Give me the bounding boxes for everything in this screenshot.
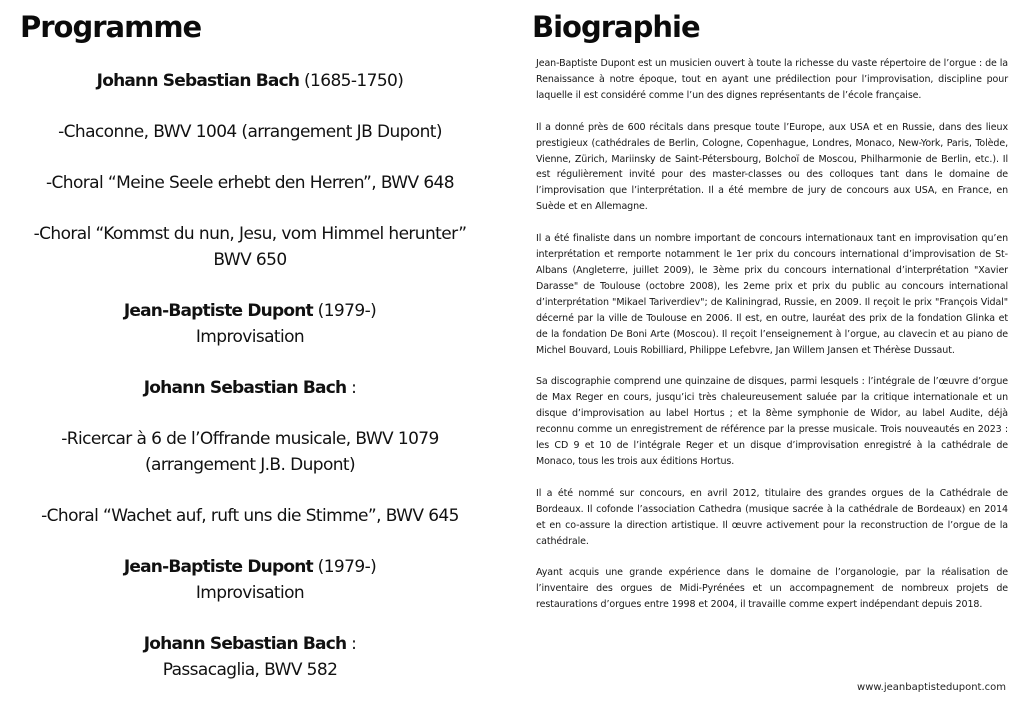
- composer-dates: (1979-): [312, 301, 377, 321]
- work-note: (arrangement J.B. Dupont): [144, 455, 356, 475]
- program-work: [0, 170, 500, 196]
- work-title: -Ricercar à 6 de l’Offrande musicale, BWV 1079: [61, 429, 439, 449]
- website-link[interactable]: www.jeanbaptistedupont.com: [857, 682, 1006, 693]
- work-catalog: BWV 650: [213, 250, 287, 270]
- program-composer: [0, 68, 500, 94]
- program-work: [0, 580, 500, 606]
- biography-paragraph: Il a donné près de 600 récitals dans presque toute l’Europe, aux USA et en Russie, dans des lieux prestigieux (cathédrales de Berlin, Cologne, Copenhague, Londres, Monaco, New-York, Paris, Tolède, Vienne, Zürich, Mariinsky de Saint-Pétersbourg, Bolchoï de Moscou, Philharmonie de Berlin, etc.). Il est régulièrement invité pour des master-classes ou des colloques tant dans le domaine de l’improvisation que l’interprétation. Il a été membre de jury de concours aux USA, en France, en Suède et en Allemagne.: [536, 121, 1008, 213]
- program-work: [0, 324, 500, 350]
- program-work: [0, 221, 500, 247]
- work-title: -Choral “Kommst du nun, Jesu, vom Himmel herunter”: [33, 224, 467, 244]
- work-title: -Chaconne, BWV 1004 (arrangement JB Dupont): [58, 122, 442, 142]
- composer-suffix: :: [346, 378, 357, 398]
- program-work: [0, 426, 500, 452]
- program-work: [0, 119, 500, 145]
- composer-dates: (1685-1750): [299, 71, 404, 91]
- composer-dates: (1979-): [312, 557, 377, 577]
- program-composer: [0, 375, 500, 401]
- work-title: Improvisation: [195, 327, 305, 347]
- work-title: Passacaglia, BWV 582: [162, 660, 338, 680]
- program-list: [0, 68, 500, 683]
- biography-paragraph: Il a été nommé sur concours, en avril 2012, titulaire des grandes orgues de la Cathédrale de Bordeaux. Il cofonde l’association Cathedra (musique sacrée à la cathédrale de Bordeaux) en 2014 et en co-assure la direction artistique. Il œuvre activement pour la reconstruction de l’orgue de la cathédrale.: [536, 487, 1008, 547]
- biography-paragraph: Jean-Baptiste Dupont est un musicien ouvert à toute la richesse du vaste répertoire de l’orgue : de la Renaissance à notre époque, tout en ayant une prédilection pour l’improvisation, discipline pour laquelle il est considéré comme l’un des dignes représentants de l’école française.: [536, 58, 1008, 101]
- program-composer: [0, 554, 500, 580]
- program-work-continued: [0, 452, 500, 478]
- program-work: [0, 657, 500, 683]
- program-composer: [0, 298, 500, 324]
- composer-name: Johann Sebastian Bach: [143, 634, 347, 654]
- biography-heading: Biographie: [532, 10, 700, 44]
- composer-name: Johann Sebastian Bach: [96, 71, 300, 91]
- program-work-continued: [0, 247, 500, 273]
- program-work: [0, 503, 500, 529]
- program-column: [0, 0, 500, 724]
- work-title: -Choral “Wachet auf, ruft uns die Stimme”, BWV 645: [41, 506, 459, 526]
- biography-paragraph: Sa discographie comprend une quinzaine de disques, parmi lesquels : l’intégrale de l’œuvre d’orgue de Max Reger en cours, jusqu’ici très chaleureusement saluée par la critique internationale et un disque d’improvisation au label Hortus ; et la 8ème symphonie de Widor, au label Audite, déjà reconnu comme un enregistrement de référence par la presse musicale. Trois nouveautés en 2023 : les CD 9 et 10 de l’intégrale Reger et un disque d’improvisation enregistré à la cathédrale de Monaco, tous les trois aux éditions Hortus.: [536, 376, 1008, 467]
- composer-name: Johann Sebastian Bach: [143, 378, 347, 398]
- biography-paragraph: Ayant acquis une grande expérience dans le domaine de l’organologie, par la réalisation de l’inventaire des orgues de Midi-Pyrénées et un accompagnement de nombreux projets de restaurations d’orgues entre 1998 et 2004, il travaille comme expert indépendant depuis 2018.: [536, 567, 1008, 611]
- composer-name: Jean-Baptiste Dupont: [123, 301, 313, 321]
- program-composer: [0, 631, 500, 657]
- biography-text: [536, 56, 1008, 629]
- work-title: -Choral “Meine Seele erhebt den Herren”, BWV 648: [46, 173, 454, 193]
- program-heading: Programme: [20, 10, 202, 44]
- composer-suffix: :: [346, 634, 357, 654]
- biography-paragraph: Il a été finaliste dans un nombre important de concours internationaux tant en improvisation qu’en interprétation et remporte notamment le 1er prix du concours international d’improvisation de St-Albans (Angleterre, juillet 2009), le 3ème prix du concours international d’interprétation "Xavier Darasse" de Toulouse (octobre 2008), les 2eme prix et prix du public au concours international d’interprétation "Mikael Tariverdiev"; de Kaliningrad, Russie, en 2009. Il reçoit le prix "François Vidal" décerné par la ville de Toulouse en 2006. Il est, en outre, lauréat des prix de la fondation Glinka et de la fondation De Boni Arte (Moscou). Il reçoit l’enseignement à l’orgue, au clavecin et au piano de Michel Bouvard, Louis Robilliard, Philippe Lefebvre, Jan Willem Jansen et Thérèse Dussaut.: [536, 233, 1008, 356]
- composer-name: Jean-Baptiste Dupont: [123, 557, 313, 577]
- biography-column: [532, 0, 1008, 724]
- work-title: Improvisation: [195, 583, 305, 603]
